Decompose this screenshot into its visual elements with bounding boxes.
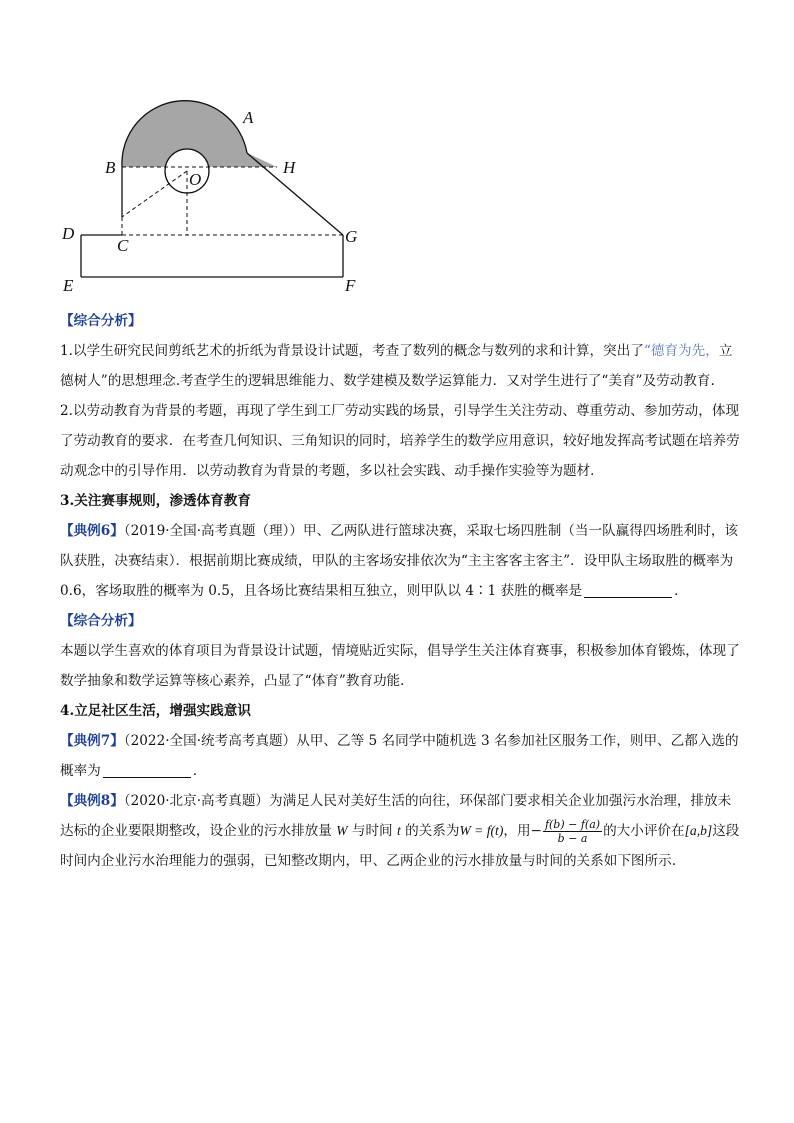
text-span: 立德树人”的思想理念.考查学生的逻辑思维能力、数学建模及数学运算能力．又对学生进行了“美育”及劳动教育.: [60, 343, 733, 389]
analysis-paragraph-3: 本题以学生喜欢的体育项目为背景设计试题，情境贴近实际，倡导学生关注体育赛事，积极参加体育锻炼，体现了数学抽象和数学运算等核心素养，凸显了“体育”教育功能．: [60, 643, 740, 689]
label-a: A: [243, 108, 254, 127]
example-7: [60, 726, 740, 786]
text-span: 这段时间内企业污水治理能力的强弱，已知整改期内，甲、乙两企业的污水排放量与时间的关系如下图所示.: [60, 823, 740, 869]
var-t: t: [396, 823, 401, 838]
geometry-diagram: [55, 95, 375, 305]
text-span: 的大小评价在: [603, 823, 685, 839]
text-span: ．: [674, 583, 688, 599]
section-heading-3: 3.关注赛事规则，渗透体育教育: [60, 493, 251, 509]
example-text: （2022·全国·统考高考真题）从甲、乙等 5 名同学中随机选 3 名参加社区服务工作，则甲、乙都入选的概率为: [60, 733, 739, 779]
fraction-denominator: b − a: [557, 832, 588, 845]
text-span: 的关系为: [405, 823, 460, 839]
geometry-figure: [55, 95, 375, 305]
label-g: G: [345, 227, 358, 246]
label-f: F: [345, 276, 356, 295]
analysis-tag: 【综合分析】: [60, 313, 142, 329]
minus-sign: −: [530, 823, 542, 839]
text-span: 1.以学生研究民间剪纸艺术的折纸为背景设计试题，考查了数列的概念与数列的求和计算，突出了: [60, 343, 644, 359]
label-c: C: [117, 236, 129, 255]
label-b: B: [105, 158, 116, 177]
accent-phrase: “德育为先，: [643, 343, 719, 359]
label-d: D: [62, 224, 75, 243]
example-tag: 【典例6】: [60, 523, 124, 539]
answer-blank[interactable]: [103, 763, 191, 778]
analysis-paragraph-2: 2.以劳动教育为背景的考题，再现了学生到工厂劳动实践的场景，引导学生关注劳动、尊重劳动、参加劳动，体现了劳动教育的要求．在考查几何知识、三角知识的同时，培养学生的数学应用意识，较好地发挥高考试题在培养劳动观念中的引导作用．以劳动教育为背景的考题，多以社会实践、动手操作实验等为题材．: [60, 403, 740, 479]
text-span: （2020·北京·高考真题）为满足人民对美好生活的向往，环保部门要求相关企业加强污水治理，排放未达标的企业要限期整改，设企业的污水排放量: [60, 793, 732, 839]
analysis-heading-1: [60, 306, 740, 336]
text-span: ，用: [503, 823, 531, 839]
formula-w-ft: W = f(t): [459, 823, 504, 838]
label-o: O: [189, 170, 202, 189]
example-tag: 【典例7】: [60, 733, 124, 749]
interval: [a,b]: [684, 823, 713, 838]
fraction: [543, 818, 602, 845]
answer-blank[interactable]: [584, 583, 672, 598]
example-text: （2019·全国·高考真题（理））甲、乙两队进行篮球决赛，采取七场四胜制（当一队赢得四场胜利时，该队获胜，决赛结束）．根据前期比赛成绩，甲队的主客场安排依次为“主主客客主客主”．设甲队主场取胜的概率为 0.6，客场取胜的概率为 0.5，且各场比赛结果相互独立，则甲队以 4∶1 获胜的概率是: [60, 523, 739, 599]
example-6: [60, 516, 740, 606]
example-8: [60, 786, 740, 876]
section-heading-4: 4.立足社区生活，增强实践意识: [60, 703, 251, 719]
text-span: 与时间: [351, 823, 393, 839]
label-e: E: [63, 276, 74, 295]
fraction-numerator: f(b) − f(a): [544, 818, 601, 831]
analysis-paragraph-1: [60, 336, 740, 396]
example-tag: 【典例8】: [60, 793, 124, 809]
analysis-tag: 【综合分析】: [60, 613, 142, 629]
document-body: [60, 306, 740, 876]
label-h: H: [283, 158, 296, 177]
text-span: ．: [192, 763, 207, 779]
var-w: W: [336, 823, 348, 838]
analysis-heading-2: [60, 606, 740, 636]
